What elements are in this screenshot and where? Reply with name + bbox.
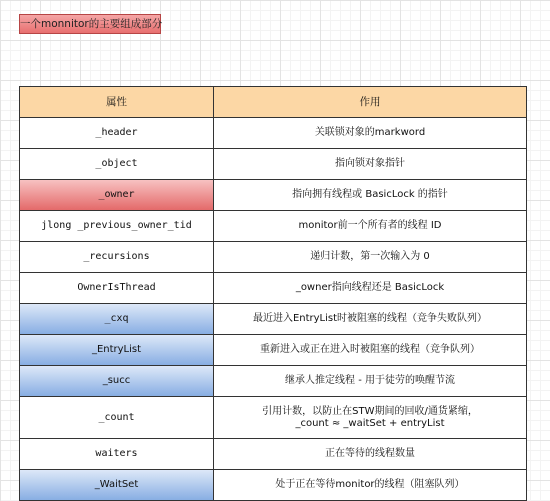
header-attribute: 属性 [20, 87, 214, 118]
attr-previous-owner-tid: jlong _previous_owner_tid [20, 211, 214, 242]
desc-owner: 指向拥有线程或 BasicLock 的指针 [214, 180, 527, 211]
attr-header: _header [20, 118, 214, 149]
attr-object: _object [20, 149, 214, 180]
attr-owner: _owner [20, 180, 214, 211]
desc-previous-owner-tid: monitor前一个所有者的线程 ID [214, 211, 527, 242]
attr-entry-list: _EntryList [20, 335, 214, 366]
table-row [20, 470, 527, 501]
attr-count: _count [20, 397, 214, 439]
table-row [20, 439, 527, 470]
table-row [20, 118, 527, 149]
desc-cxq: 最近进入EntryList时被阻塞的线程（竞争失败队列） [214, 304, 527, 335]
attr-succ: _succ [20, 366, 214, 397]
table-row [20, 180, 527, 211]
table-row [20, 335, 527, 366]
table-row [20, 273, 527, 304]
table-row [20, 149, 527, 180]
header-purpose: 作用 [214, 87, 527, 118]
diagram-title: 一个monnitor的主要组成部分 [19, 14, 161, 34]
table-row [20, 242, 527, 273]
desc-succ: 继承人推定线程 - 用于徒劳的唤醒节流 [214, 366, 527, 397]
attr-wait-set: _WaitSet [20, 470, 214, 501]
attr-recursions: _recursions [20, 242, 214, 273]
desc-count: 引用计数，以防止在STW期间的回收/通货紧缩， _count ≈ _waitSet + entryList [214, 397, 527, 439]
desc-waiters: 正在等待的线程数量 [214, 439, 527, 470]
table-row [20, 397, 527, 439]
monitor-fields-table [19, 86, 527, 501]
desc-header: 关联锁对象的markword [214, 118, 527, 149]
attr-waiters: waiters [20, 439, 214, 470]
desc-object: 指向锁对象指针 [214, 149, 527, 180]
desc-recursions: 递归计数，第一次输入为 0 [214, 242, 527, 273]
table-row [20, 304, 527, 335]
table-row [20, 366, 527, 397]
desc-entry-list: 重新进入或正在进入时被阻塞的线程（竞争队列） [214, 335, 527, 366]
attr-cxq: _cxq [20, 304, 214, 335]
table-row [20, 211, 527, 242]
desc-owner-is-thread: _owner指向线程还是 BasicLock [214, 273, 527, 304]
table-header-row [20, 87, 527, 118]
attr-owner-is-thread: OwnerIsThread [20, 273, 214, 304]
desc-wait-set: 处于正在等待monitor的线程（阻塞队列） [214, 470, 527, 501]
